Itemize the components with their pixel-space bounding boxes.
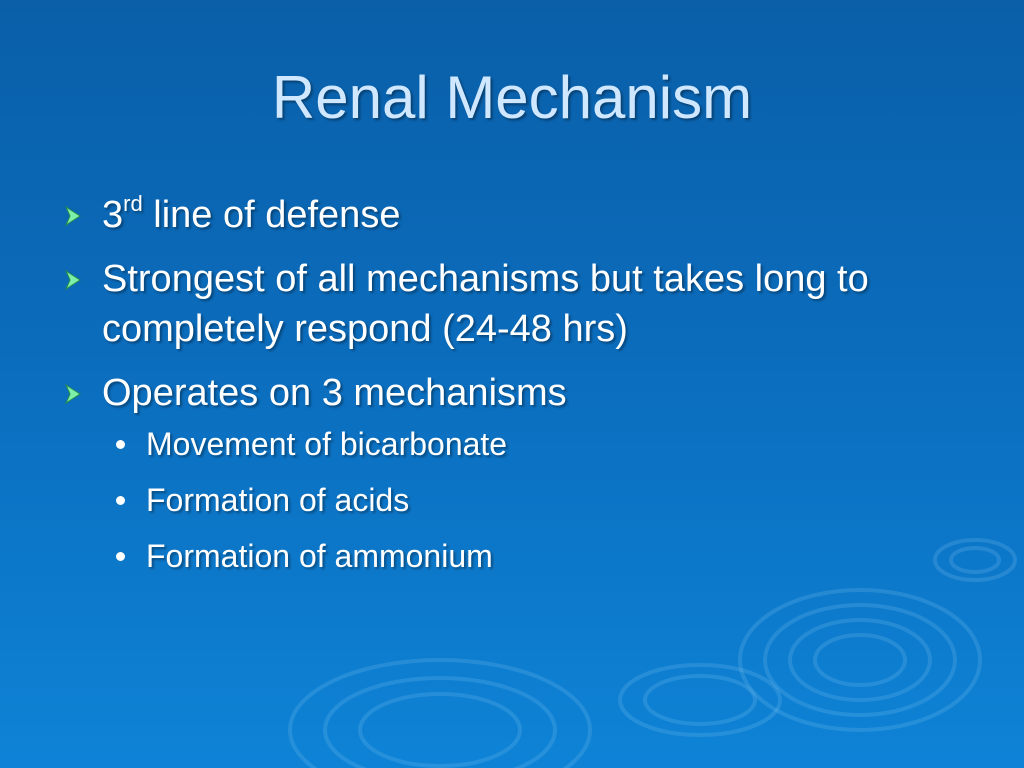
sub-bullet-item: [62, 536, 962, 576]
arrow-bullet-icon: [62, 382, 86, 406]
bullet-text: Strongest of all mechanisms but takes long to completely respond (24-48 hrs): [102, 258, 869, 350]
bullet-list: [62, 190, 962, 592]
bullet-superscript: rd: [123, 191, 143, 216]
bullet-text: Operates on 3 mechanisms: [102, 372, 567, 414]
bullet-number: 3: [102, 194, 124, 236]
bullet-item: [62, 368, 962, 418]
bullet-text: line of defense: [142, 194, 401, 236]
sub-bullet-text: Formation of acids: [146, 482, 410, 518]
bullet-item: [62, 190, 962, 240]
dot-bullet-icon: [116, 440, 125, 449]
sub-bullet-item: [62, 480, 962, 520]
bullet-item: [62, 254, 962, 354]
dot-bullet-icon: [116, 496, 125, 505]
sub-bullet-text: Formation of ammonium: [146, 538, 493, 574]
dot-bullet-icon: [116, 552, 125, 561]
arrow-bullet-icon: [62, 204, 86, 228]
sub-bullet-list: [62, 424, 962, 576]
arrow-bullet-icon: [62, 268, 86, 292]
slide-title: Renal Mechanism: [271, 64, 753, 131]
sub-bullet-item: [62, 424, 962, 464]
sub-bullet-text: Movement of bicarbonate: [146, 426, 508, 462]
